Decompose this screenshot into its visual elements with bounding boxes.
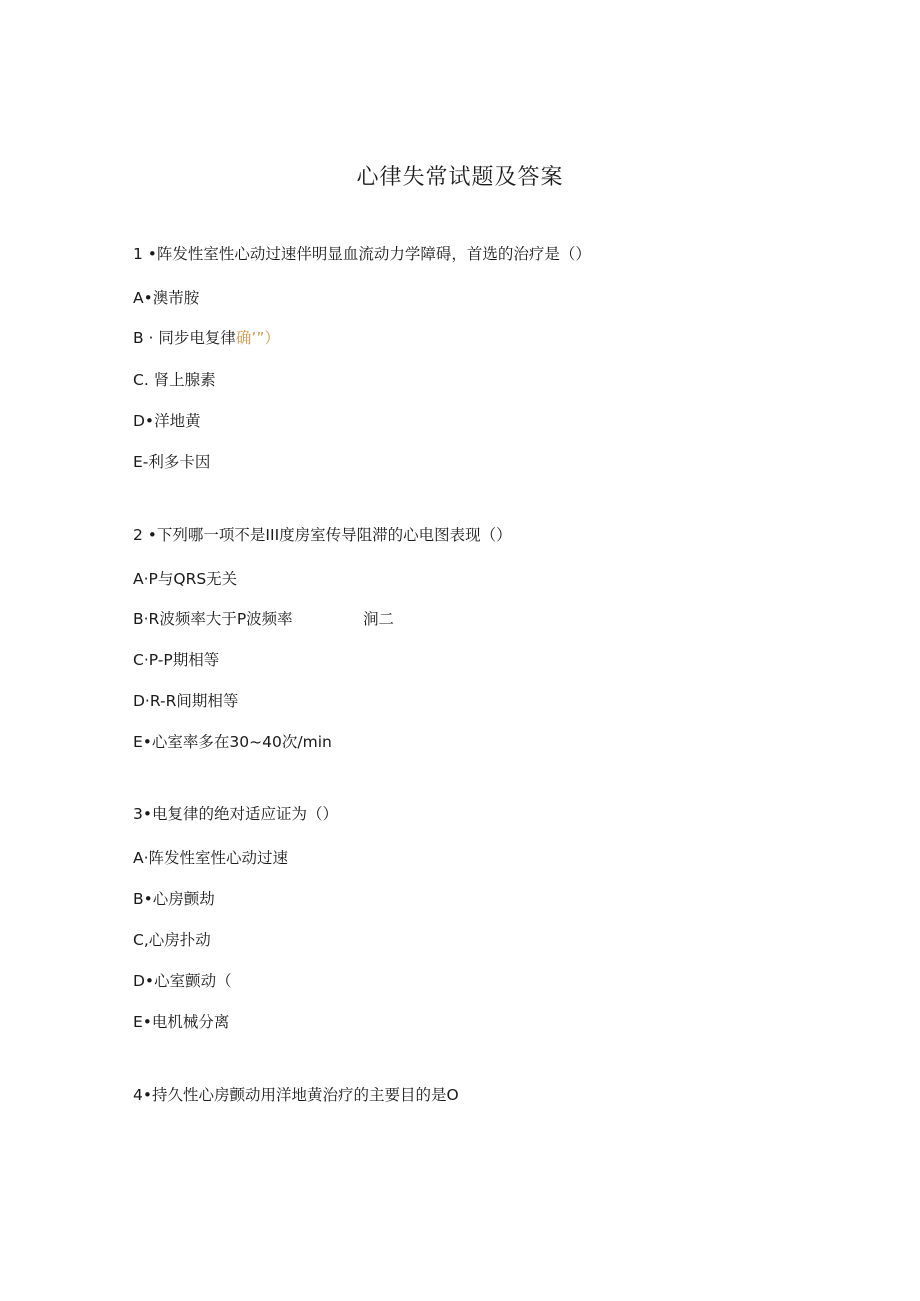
question-1-option-c: C. 肾上腺素 [133, 371, 216, 389]
question-2-option-c: C·P-P期相等 [133, 651, 220, 669]
question-1-option-b [133, 327, 280, 349]
side-note: 涧二 [363, 610, 395, 628]
question-3-option-c: C,心房扑动 [133, 931, 211, 949]
question-3-option-a: A·阵发性室性心动过速 [133, 849, 289, 867]
question-2-stem: 2 •下列哪一项不是III度房室传导阻滞的心电图表现（） [133, 526, 512, 544]
option-text: B · 同步电复律 [133, 329, 236, 347]
question-3-option-b: B•心房颤劫 [133, 890, 215, 908]
question-2-option-b: B·R波频率大于P波频率 [133, 610, 293, 628]
document-title: 心律失常试题及答案 [356, 165, 564, 190]
question-3-option-d: D•心室颤动（ [133, 972, 232, 990]
question-1-option-e: E-利多卡因 [133, 453, 211, 471]
question-1-stem: 1 •阵发性室性心动过速伴明显血流动力学障碍，首选的治疗是（） [133, 245, 591, 263]
question-1-option-a: A•澳芾胺 [133, 289, 200, 307]
question-2-option-e: E•心室率多在30~40次/min [133, 733, 332, 751]
question-2-option-a: A·P与QRS无关 [133, 570, 238, 588]
question-3-stem: 3•电复律的绝对适应证为（） [133, 805, 339, 823]
question-4-stem: 4•持久性心房颤动用洋地黄治疗的主要目的是O [133, 1086, 459, 1104]
question-3-option-e: E•电机械分离 [133, 1013, 230, 1031]
question-1-option-d: D•洋地黄 [133, 412, 201, 430]
answer-mark: 确’”） [235, 329, 280, 347]
question-2-option-d: D·R-R间期相等 [133, 692, 239, 710]
